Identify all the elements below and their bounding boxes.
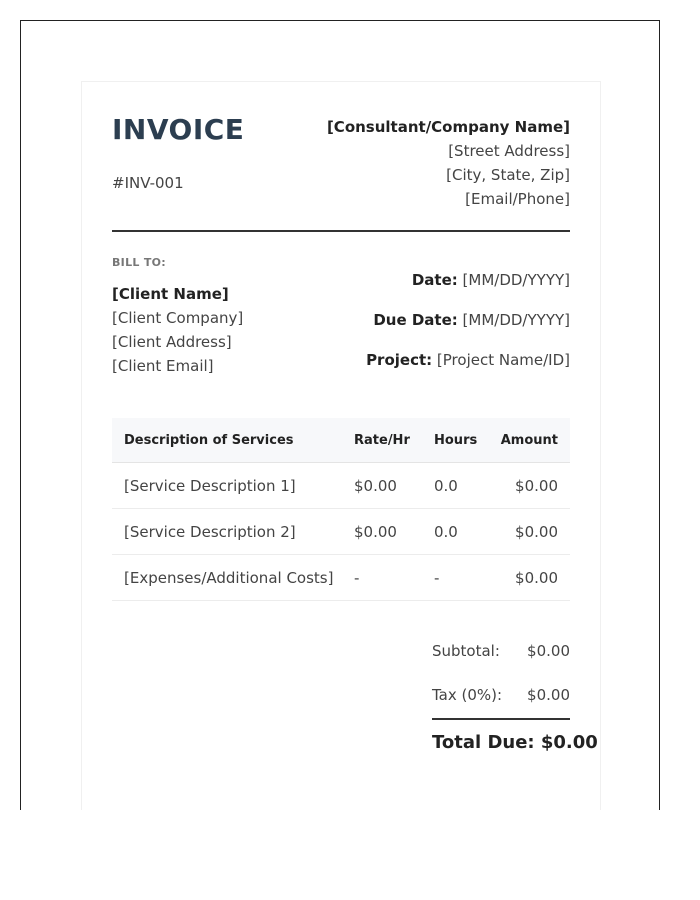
date-value: [MM/DD/YYYY] (462, 271, 570, 289)
row-rate: $0.00 (354, 476, 397, 495)
due-date-value: [MM/DD/YYYY] (462, 311, 570, 329)
tax-row (432, 686, 570, 710)
company-street: [Street Address] (448, 142, 570, 160)
client-info (112, 282, 243, 378)
row-description: [Service Description 2] (124, 522, 296, 541)
tax-value: $0.00 (527, 686, 570, 704)
row-hours: 0.0 (434, 522, 458, 541)
invoice-number: #INV-001 (112, 174, 184, 192)
row-rate: $0.00 (354, 522, 397, 541)
company-city: [City, State, Zip] (446, 166, 570, 184)
table-row (112, 555, 570, 601)
invoice-title: INVOICE (112, 113, 245, 146)
header-amount: Amount (500, 432, 558, 448)
row-hours: - (434, 568, 440, 587)
company-name: [Consultant/Company Name] (326, 118, 570, 136)
total-due: Total Due: $0.00 (432, 732, 598, 753)
client-email: [Client Email] (112, 357, 214, 375)
date-label: Date: (411, 271, 458, 289)
due-date-label: Due Date: (373, 311, 458, 329)
subtotal-label: Subtotal: (432, 642, 500, 660)
invoice-meta (366, 268, 570, 388)
row-rate: - (354, 568, 360, 587)
bill-to-label: BILL TO: (112, 256, 166, 269)
company-contact: [Email/Phone] (465, 190, 570, 208)
totals-divider (432, 718, 570, 720)
client-company: [Client Company] (112, 309, 244, 327)
totals-section (432, 642, 598, 753)
project-value: [Project Name/ID] (436, 351, 570, 369)
project-label: Project: (366, 351, 433, 369)
row-hours: 0.0 (434, 476, 458, 495)
header-description: Description of Services (124, 432, 294, 448)
row-amount: $0.00 (515, 568, 558, 587)
header-rate: Rate/Hr (354, 432, 410, 448)
row-description: [Service Description 1] (124, 476, 296, 495)
project-row (366, 348, 570, 388)
header-divider (112, 230, 570, 232)
subtotal-value: $0.00 (527, 642, 570, 660)
company-info (327, 115, 570, 211)
client-address: [Client Address] (112, 333, 232, 351)
table-row (112, 463, 570, 509)
header-hours: Hours (434, 432, 478, 448)
row-description: [Expenses/Additional Costs] (124, 568, 334, 587)
table-row (112, 509, 570, 555)
client-name: [Client Name] (112, 285, 229, 303)
date-row (366, 268, 570, 308)
tax-label: Tax (0%): (432, 686, 503, 704)
row-amount: $0.00 (515, 522, 558, 541)
invoice-page (81, 81, 601, 810)
services-table (112, 418, 570, 601)
table-header (112, 418, 570, 463)
row-amount: $0.00 (515, 476, 558, 495)
due-date-row (366, 308, 570, 348)
subtotal-row (432, 642, 570, 666)
